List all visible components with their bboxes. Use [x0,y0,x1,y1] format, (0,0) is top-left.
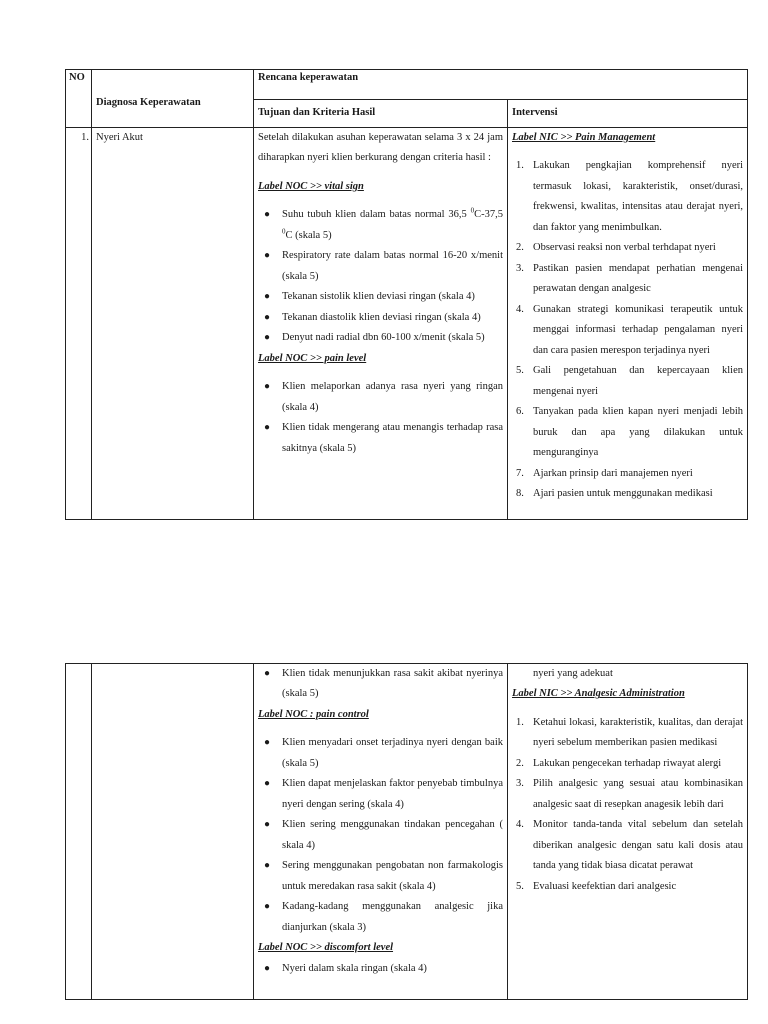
list-item: ● Suhu tubuh klien dalam batas normal 36,5 $^0$C-37,5 $^0$C (skala 5) [264,206,503,241]
row-number-cont [66,664,92,1000]
bullet-icon: ● [264,962,271,974]
nic-analgesic-administration-list [512,713,743,897]
bullet-icon: ● [264,250,271,262]
list-item: ● Respiratory rate dalam batas normal 16-20 x/menit (skala 5) [258,246,503,287]
list-item: ● Tekanan sistolik klien deviasi ringan (skala 4) [258,287,503,307]
nic-pain-management-list [512,156,743,504]
noc-pain-level-list [258,377,503,459]
bullet-icon: ● [264,381,271,393]
noc-vital-sign-list [258,205,503,348]
list-item: ● Klien tidak mengerang atau menangis terhadap rasa sakitnya (skala 5) [258,418,503,459]
header-rencana: Rencana keperawatan [254,70,748,100]
row-diagnosa-cont [92,664,254,1000]
row-diagnosa: Nyeri Akut [92,128,254,520]
list-item: 5. Gali pengetahuan dan kepercayaan klien mengenai nyeri [516,365,744,397]
list-item: ● Tekanan diastolik klien deviasi ringan (skala 4) [258,308,503,328]
list-item: ● Klien tidak menunjukkan rasa sakit akibat nyerinya (skala 5) [258,664,503,705]
list-item: 5. Evaluasi keefektian dari analgesic [516,880,677,892]
list-item: 3. Pilih analgesic yang sesuai atau kombinasikan analgesic saat di resepkan anagesik lebih dari [516,778,743,810]
header-intervensi: Intervensi [508,100,748,128]
list-item: 4. Gunakan strategi komunikasi terapeutik untuk menggai informasi terhadap pengalaman nyeri dan cara pasien merespon terjadinya nyeri [516,303,744,356]
header-no: NO [66,70,92,128]
list-item: 8. Ajari pasien untuk menggunakan medikasi [516,487,713,499]
list-item: ● Kadang-kadang menggunakan analgesic jika dianjurkan (skala 3) [258,897,503,938]
bullet-icon: ● [264,291,271,303]
list-item: 6. Tanyakan pada klien kapan nyeri menjadi lebih buruk dan apa yang dilakukan untuk menguranginya [516,406,744,459]
list-item: 2. Lakukan pengecekan terhadap riwayat alergi [516,757,722,769]
list-item: 1. Lakukan pengkajian komprehensif nyeri termasuk lokasi, karakteristik, onset/durasi, frekwensi, kwalitas, intensitas atau derajat nyeri, dan faktor yang menimbulkan. [516,160,744,233]
bullet-icon: ● [264,819,271,831]
noc-pain-control-label: Label NOC : pain control [258,708,369,720]
bullet-icon: ● [264,778,271,790]
care-plan-table-2 [65,663,748,1000]
list-item: ● Klien melaporkan adanya rasa nyeri yang ringan (skala 4) [258,377,503,418]
list-item: ● Klien sering menggunakan tindakan pencegahan ( skala 4) [258,815,503,856]
noc-discomfort-level-label: Label NOC >> discomfort level [258,942,394,954]
tujuan-intro: Setelah dilakukan asuhan keperawatan selama 3 x 24 jam diharapkan nyeri klien berkurang dengan criteria hasil : [258,132,503,164]
header-tujuan: Tujuan dan Kriteria Hasil [254,100,508,128]
noc-discomfort-level-list [258,959,503,979]
noc-pain-control-list [258,733,503,938]
list-item: ● Klien menyadari onset terjadinya nyeri dengan baik (skala 5) [258,733,503,774]
list-item: ● Nyeri dalam skala ringan (skala 4) [258,959,503,979]
bullet-icon: ● [264,422,271,434]
list-item: ● Sering menggunakan pengobatan non farmakologis untuk meredakan rasa sakit (skala 4) [258,856,503,897]
noc-pain-level-label: Label NOC >> pain level [258,352,367,364]
list-item: 2. Observasi reaksi non verbal terhdapat nyeri [516,242,716,254]
row-number: 1. [66,128,92,520]
bullet-icon: ● [264,737,271,749]
list-item: 4. Monitor tanda-tanda vital sebelum dan setelah diberikan analgesic dengan satu kali dosis atau tanda yang tidak biasa dicatat perawat [516,819,743,872]
tujuan-cell-cont [254,664,508,1000]
intervensi-cont-text: nyeri yang adekuat [533,668,613,679]
noc-vital-sign-label: Label NOC >> vital sign [258,180,364,192]
list-item: 1. Ketahui lokasi, karakteristik, kualitas, dan derajat nyeri sebelum memberikan pasien medikasi [516,716,743,749]
bullet-icon: ● [264,311,271,323]
nic-pain-management-label: Label NIC >> Pain Management [512,132,656,143]
nic-analgesic-administration-label: Label NIC >> Analgesic Administration [512,688,685,700]
bullet-icon: ● [264,901,271,913]
bullet-icon: ● [264,860,271,872]
bullet-icon: ● [264,209,271,221]
list-item: ● Denyut nadi radial dbn 60-100 x/menit (skala 5) [258,328,503,348]
list-item: ● Klien dapat menjelaskan faktor penyebab timbulnya nyeri dengan sering (skala 4) [258,774,503,815]
list-item: 3. Pastikan pasien mendapat perhatian mengenai perawatan dengan analgesic [516,262,744,295]
header-diagnosa-text: Diagnosa Keperawatan [96,96,201,108]
tujuan-cont-list [258,664,503,705]
care-plan-table-1 [65,69,748,520]
intervensi-cell [508,128,748,520]
list-item: 7. Ajarkan prinsip dari manajemen nyeri [516,467,693,479]
tujuan-cell [254,128,508,520]
bullet-icon: ● [264,332,271,344]
bullet-icon: ● [264,668,271,679]
header-diagnosa [92,70,254,128]
intervensi-cell-cont [508,664,748,1000]
